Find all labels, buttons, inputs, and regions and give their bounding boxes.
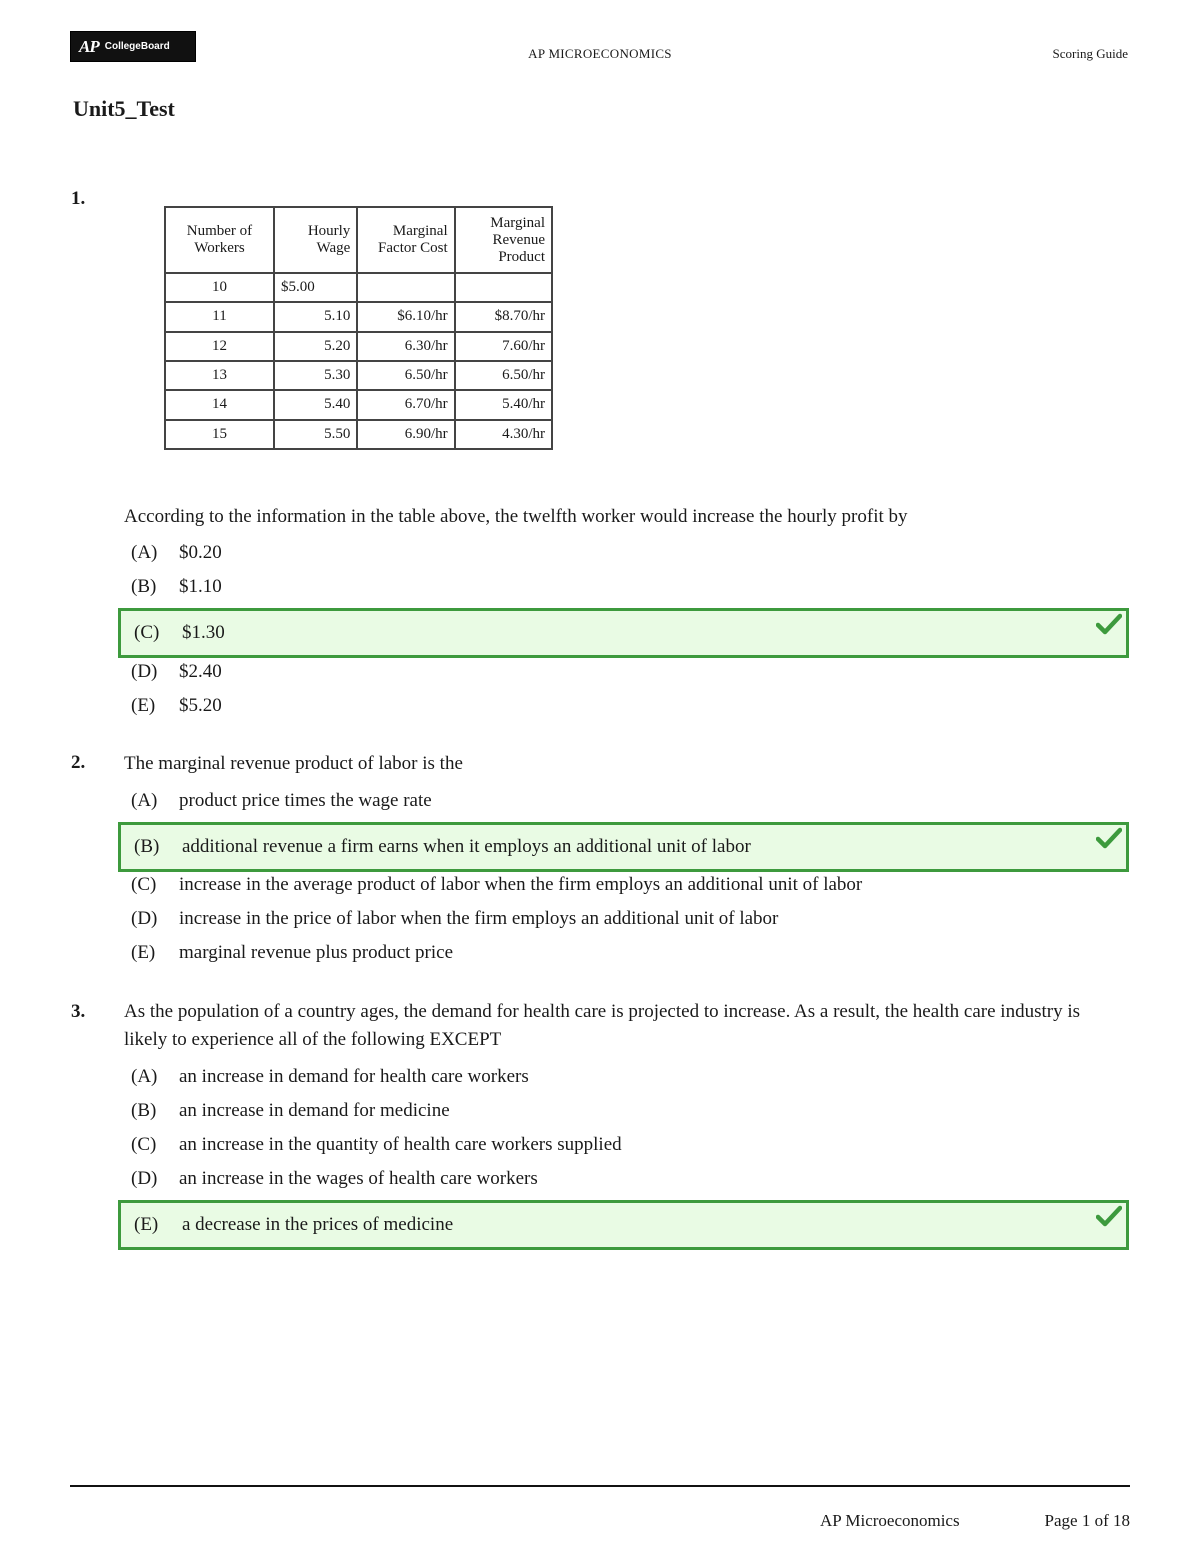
question-2-choice-e[interactable] xyxy=(118,936,1129,970)
checkmark-icon xyxy=(1096,613,1122,635)
question-3-choice-e-correct[interactable] xyxy=(118,1200,1129,1250)
table-cell: $8.70/hr xyxy=(455,302,552,331)
choice-letter: (C) xyxy=(131,874,157,895)
footer-divider xyxy=(70,1485,1130,1487)
table-cell: 10 xyxy=(165,273,274,302)
question-1-number: 1. xyxy=(71,188,86,209)
table-row xyxy=(165,302,552,331)
table-cell: 6.50/hr xyxy=(357,361,454,390)
choice-letter: (E) xyxy=(134,1214,159,1235)
table-cell: 6.50/hr xyxy=(455,361,552,390)
question-3-choice-a[interactable] xyxy=(118,1060,1129,1094)
choice-text: product price times the wage rate xyxy=(179,790,432,811)
header-course-title: AP MICROECONOMICS xyxy=(528,46,672,61)
table-cell: 4.30/hr xyxy=(455,420,552,449)
question-2-number: 2. xyxy=(71,752,86,773)
table-cell: 13 xyxy=(165,361,274,390)
table-cell: $6.10/hr xyxy=(357,302,454,331)
choice-letter: (D) xyxy=(131,908,158,929)
table-cell: 12 xyxy=(165,332,274,361)
table-header-cell: Hourly Wage xyxy=(274,207,357,273)
question-3-choice-b[interactable] xyxy=(118,1094,1129,1128)
choice-letter: (B) xyxy=(134,836,160,857)
choice-text: a decrease in the prices of medicine xyxy=(182,1214,454,1235)
choice-letter: (A) xyxy=(131,790,158,811)
question-1-choice-e[interactable] xyxy=(118,689,1129,723)
table-row xyxy=(165,361,552,390)
table-header-row xyxy=(165,207,552,273)
table-cell: 11 xyxy=(165,302,274,331)
question-1-stem: According to the information in the table above, the twelfth worker would increase the hourly profit by xyxy=(124,506,908,527)
question-2-choice-a[interactable] xyxy=(118,784,1129,818)
page-title: Unit5_Test xyxy=(73,96,175,121)
choice-text: increase in the price of labor when the firm employs an additional unit of labor xyxy=(179,908,779,929)
table-cell: 14 xyxy=(165,390,274,419)
footer-page-number: Page 1 of 18 xyxy=(1044,1511,1130,1530)
table-cell: 6.90/hr xyxy=(357,420,454,449)
choice-letter: (D) xyxy=(131,1168,158,1189)
table-cell: 7.60/hr xyxy=(455,332,552,361)
checkmark-icon xyxy=(1096,827,1122,849)
footer-course-name: AP Microeconomics xyxy=(820,1511,960,1530)
table-cell: 5.10 xyxy=(274,302,357,331)
labor-data-table xyxy=(164,206,553,450)
table-row xyxy=(165,273,552,302)
choice-text: an increase in the quantity of health care workers supplied xyxy=(179,1134,622,1155)
table-header-cell: Marginal Revenue Product xyxy=(455,207,552,273)
question-2-choice-b-correct[interactable] xyxy=(118,822,1129,872)
choice-text: an increase in the wages of health care workers xyxy=(179,1168,538,1189)
question-3-choice-c[interactable] xyxy=(118,1128,1129,1162)
question-2-stem: The marginal revenue product of labor is the xyxy=(124,753,463,774)
table-cell: $5.00 xyxy=(274,273,357,302)
choice-text: increase in the average product of labor when the firm employs an additional unit of labor xyxy=(179,874,863,895)
table-cell: 6.70/hr xyxy=(357,390,454,419)
table-cell: 5.20 xyxy=(274,332,357,361)
table-header-cell: Marginal Factor Cost xyxy=(357,207,454,273)
choice-text: $0.20 xyxy=(179,542,222,563)
choice-letter: (E) xyxy=(131,695,156,716)
table-cell: 6.30/hr xyxy=(357,332,454,361)
table-header-cell: Number of Workers xyxy=(165,207,274,273)
table-cell: 5.50 xyxy=(274,420,357,449)
table-cell: 5.40 xyxy=(274,390,357,419)
choice-text: $2.40 xyxy=(179,661,222,682)
choice-text: an increase in demand for medicine xyxy=(179,1100,450,1121)
choice-letter: (C) xyxy=(131,1134,157,1155)
choice-text: $5.20 xyxy=(179,695,222,716)
checkmark-icon xyxy=(1096,1205,1122,1227)
choice-letter: (B) xyxy=(131,1100,157,1121)
table-row xyxy=(165,420,552,449)
table-cell: 15 xyxy=(165,420,274,449)
question-1-choice-d[interactable] xyxy=(118,655,1129,689)
choice-letter: (D) xyxy=(131,661,158,682)
choice-text: an increase in demand for health care workers xyxy=(179,1066,529,1087)
question-2-choice-d[interactable] xyxy=(118,902,1129,936)
table-row xyxy=(165,390,552,419)
choice-letter: (B) xyxy=(131,576,157,597)
question-2-choice-c[interactable] xyxy=(118,868,1129,902)
choice-letter: (A) xyxy=(131,1066,158,1087)
choice-letter: (E) xyxy=(131,942,156,963)
question-1-choice-a[interactable] xyxy=(118,536,1129,570)
table-cell xyxy=(357,273,454,302)
choice-text: $1.10 xyxy=(179,576,222,597)
choice-letter: (A) xyxy=(131,542,158,563)
logo-collegeboard-text: CollegeBoard xyxy=(104,41,170,52)
table-cell: 5.30 xyxy=(274,361,357,390)
question-1-choice-c-correct[interactable] xyxy=(118,608,1129,658)
choice-text: $1.30 xyxy=(182,622,225,643)
question-3-choice-d[interactable] xyxy=(118,1162,1129,1196)
choice-text: marginal revenue plus product price xyxy=(179,942,453,963)
logo-ap-text: AP xyxy=(79,36,99,56)
table-cell xyxy=(455,273,552,302)
question-1-choice-b[interactable] xyxy=(118,570,1129,604)
question-3-stem: As the population of a country ages, the demand for health care is projected to increase. As a result, the health care industry is likely to experience all of the following EXCEPT xyxy=(124,1001,1081,1050)
choice-letter: (C) xyxy=(134,622,160,643)
table-row xyxy=(165,332,552,361)
choice-text: additional revenue a firm earns when it employs an additional unit of labor xyxy=(182,836,751,857)
question-3-number: 3. xyxy=(71,1001,86,1022)
table-cell: 5.40/hr xyxy=(455,390,552,419)
header-scoring-guide: Scoring Guide xyxy=(1052,46,1128,61)
